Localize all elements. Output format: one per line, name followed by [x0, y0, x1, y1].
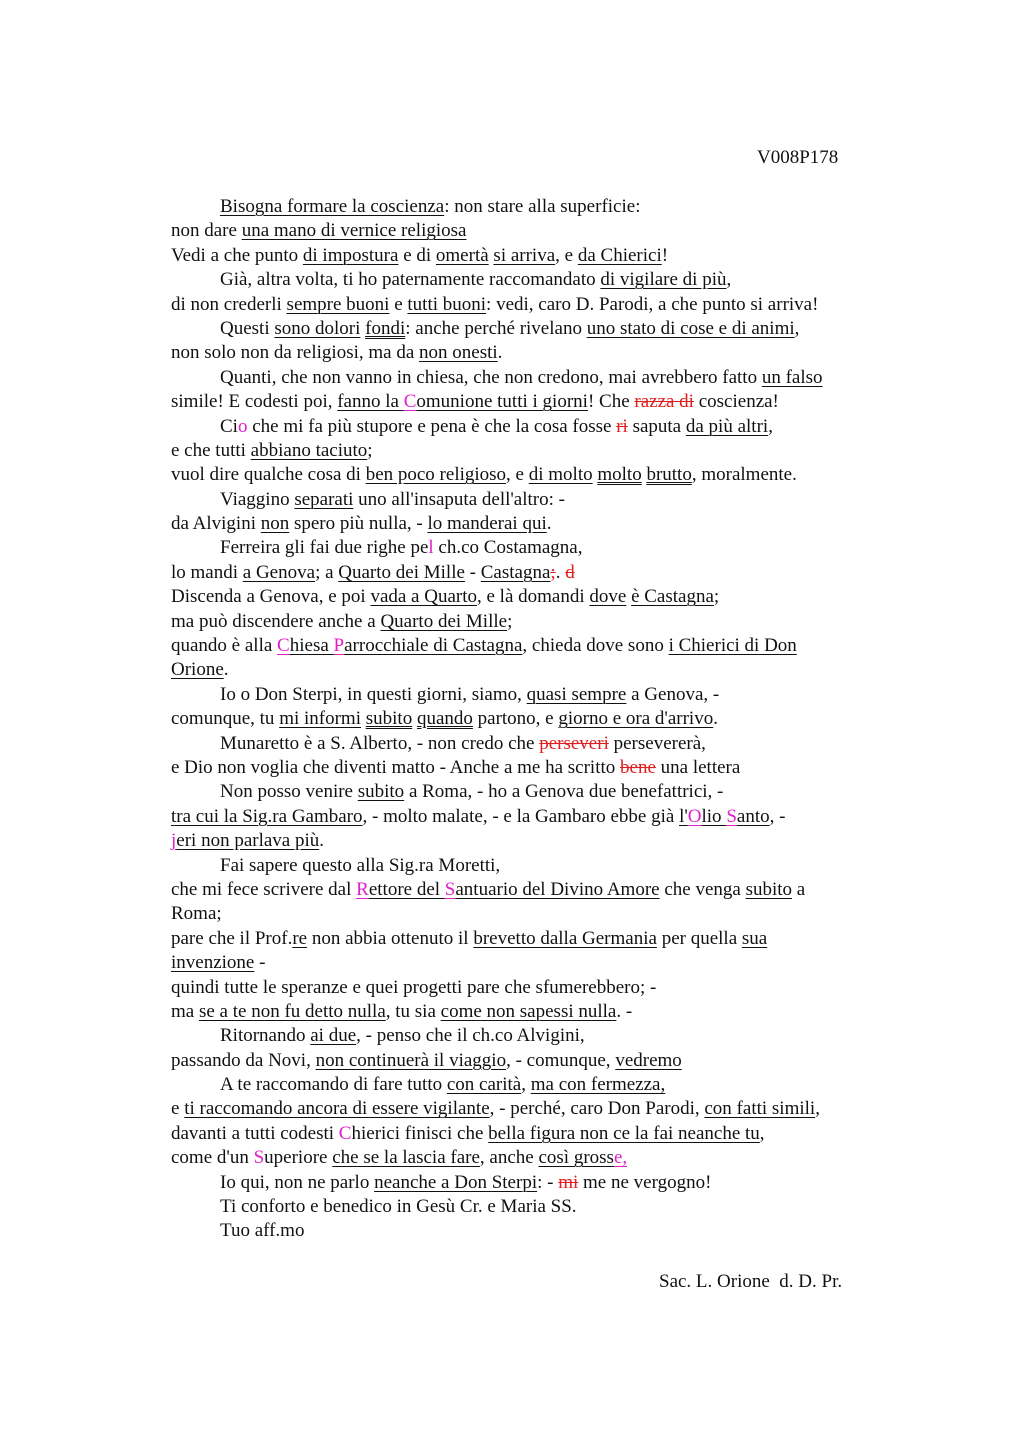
underlined-text: giorno e ora d'arrivo	[558, 708, 714, 730]
underlined-text: si arriva	[493, 244, 556, 266]
underlined-text: sua	[741, 927, 768, 949]
text-run: ;	[507, 610, 513, 632]
text-run: non abbia ottenuto il	[307, 927, 474, 949]
text-run: che mi fece scrivere dal	[171, 878, 357, 900]
text-run: : anche perché rivelano	[405, 317, 587, 339]
underlined-text: lio	[701, 805, 727, 827]
text-run: ,	[815, 1098, 820, 1120]
text-run: , - perché, caro Don Parodi,	[489, 1098, 705, 1120]
letter-line	[171, 1097, 891, 1121]
text-run: , -	[769, 805, 786, 827]
underlined-text: arrocchiale di Castagna	[344, 635, 523, 657]
text-run: a Genova, -	[626, 683, 720, 705]
text-run: Ti conforto e benedico in Gesù Cr. e Maria SS.	[220, 1196, 577, 1218]
text-run: Quanti, che non vanno in chiesa, che non credono, mai avrebbero fatto	[220, 366, 762, 388]
letter-line	[171, 1171, 891, 1195]
text-run: Io o Don Sterpi, in questi giorni, siamo,	[220, 683, 527, 705]
text-run: Già, altra volta, ti ho paternamente raccomandato	[220, 269, 601, 291]
text-run: persevererà,	[608, 732, 706, 754]
letter-line	[171, 244, 891, 268]
text-run: Ritornando	[220, 1025, 311, 1047]
letter-line	[171, 317, 891, 341]
letter-line	[171, 780, 891, 804]
letter-line	[171, 707, 891, 731]
underlined-text: di vigilare di più	[600, 269, 727, 291]
text-run: Io qui, non ne parlo	[220, 1171, 375, 1193]
text-run: ; a	[315, 561, 339, 583]
underlined-text: con carità	[446, 1074, 522, 1096]
underlined-text: Castagna	[480, 561, 551, 583]
underlined-text: neanche a Don Sterpi	[374, 1171, 538, 1193]
letter-line	[171, 1122, 891, 1146]
underlined-correction: R	[356, 878, 369, 900]
text-run: non dare	[171, 220, 242, 242]
underlined-text: Quarto dei Mille	[338, 561, 465, 583]
text-run: e	[171, 1098, 185, 1120]
letter-line	[171, 732, 891, 756]
text-run: saputa	[627, 415, 686, 437]
text-run: hierici finisci che	[351, 1122, 489, 1144]
letter-line	[171, 439, 891, 463]
underlined-text: una mano di vernice religiosa	[241, 220, 467, 242]
letter-line	[171, 805, 891, 829]
text-run: e	[389, 293, 408, 315]
text-run: coscienza!	[693, 391, 779, 413]
underlined-text: non	[260, 513, 290, 535]
text-run: ma può discendere anche a	[171, 610, 381, 632]
letter-line	[171, 1073, 891, 1097]
text-run: comunque, tu	[171, 708, 280, 730]
text-run: a Roma, - ho a Genova due benefattrici, -	[404, 781, 724, 803]
text-run: che mi fa più stupore e pena è che la cosa fosse	[247, 415, 617, 437]
underlined-text: non continuerà il viaggio	[315, 1049, 507, 1071]
deleted-text: d	[565, 561, 575, 583]
text-run: , tu sia	[385, 1000, 441, 1022]
correction-insert: l	[428, 537, 434, 559]
underlined-correction: O	[687, 805, 702, 827]
underlined-text: sono dolori	[274, 317, 361, 339]
text-run: , e là domandi	[477, 586, 590, 608]
text-run: ;	[367, 439, 373, 461]
letter-line	[171, 1146, 891, 1170]
text-run: a	[792, 878, 806, 900]
letter-line	[171, 463, 891, 487]
underlined-text: antuario del Divino Amore	[455, 878, 660, 900]
text-run: ;	[713, 586, 720, 608]
letter-line	[171, 366, 891, 390]
underlined-text: lo manderai qui	[427, 513, 547, 535]
letter-line	[171, 195, 891, 219]
text-run: ! Che	[587, 391, 635, 413]
underlined-text: brevetto dalla Germania	[473, 927, 657, 949]
text-run: e che tutti	[171, 439, 251, 461]
underlined-text: omertà	[435, 244, 489, 266]
underlined-text: da più altri	[685, 415, 769, 437]
underlined-text: tutti buoni	[407, 293, 487, 315]
underlined-text: separati	[294, 488, 354, 510]
text-run: , e	[555, 244, 578, 266]
letter-line	[171, 610, 891, 634]
double-underlined-text: molto	[597, 464, 642, 486]
text-run: uno all'insaputa dell'altro: -	[353, 488, 565, 510]
letter-line	[171, 927, 891, 951]
underlined-text: uno stato di cose e di animi	[586, 317, 795, 339]
double-underlined-text: brutto	[646, 464, 692, 486]
letter-line	[171, 341, 891, 365]
underlined-text: da Chierici	[577, 244, 662, 266]
letter-line	[171, 561, 891, 585]
text-run: Discenda a Genova, e poi	[171, 586, 371, 608]
text-run: Munaretto è a S. Alberto, - non credo che	[220, 732, 540, 754]
letter-line	[171, 390, 891, 414]
underlined-text: un falso	[761, 366, 823, 388]
letter-line	[171, 1219, 891, 1243]
underlined-correction: S	[726, 805, 737, 827]
underlined-text: che se la lascia fare	[332, 1147, 480, 1169]
text-run: Questi	[220, 317, 275, 339]
underlined-text: mi informi	[279, 708, 361, 730]
text-run: -	[464, 561, 481, 583]
text-run: : non stare alla superficie:	[444, 196, 641, 217]
text-run: ,	[794, 317, 800, 339]
text-run: Ci	[220, 415, 238, 437]
underlined-text: così gross	[538, 1147, 614, 1169]
letter-line	[171, 634, 891, 658]
letter-line	[171, 512, 891, 536]
underlined-text: fanno la	[337, 391, 404, 413]
text-run: non solo non da religiosi, ma da	[171, 342, 420, 364]
letter-line	[171, 585, 891, 609]
text-run: vuol dire qualche cosa di	[171, 464, 366, 486]
underlined-text: a Genova	[242, 561, 316, 583]
underlined-text: ettore del	[368, 878, 445, 900]
underlined-text: vada a Quarto	[370, 586, 477, 608]
letter-line	[171, 829, 891, 853]
text-run: .	[223, 659, 229, 681]
text-run: , anche	[479, 1147, 539, 1169]
underlined-text: è Castagna	[631, 586, 714, 608]
underlined-text: vedremo	[615, 1049, 682, 1071]
deleted-text: perseveri	[539, 732, 609, 754]
deleted-text: bene	[620, 756, 656, 778]
text-run: A te raccomando di fare tutto	[220, 1074, 447, 1096]
letter-line	[171, 219, 891, 243]
underlined-correction: C	[277, 635, 290, 657]
text-run: : vedi, caro D. Parodi, a che punto si arriva!	[486, 293, 819, 315]
text-run: : -	[537, 1171, 559, 1193]
underlined-text: sempre buoni	[286, 293, 390, 315]
underlined-text: subito	[745, 878, 793, 900]
underlined-text: Orione	[171, 659, 224, 681]
letter-line	[171, 951, 891, 975]
text-run: lo mandi	[171, 561, 243, 583]
underlined-text: di molto	[528, 464, 593, 486]
text-run: per quella	[656, 927, 742, 949]
letter-line	[171, 1049, 891, 1073]
text-run: , e	[506, 464, 529, 486]
underlined-text: ai due	[310, 1025, 357, 1047]
text-run: pare che il Prof.	[171, 927, 293, 949]
text-run: di non crederli	[171, 293, 287, 315]
letter-line	[171, 415, 891, 439]
text-run: uperiore	[264, 1147, 333, 1169]
letter-line	[171, 658, 891, 682]
text-run: Ferreira gli fai due righe pe	[220, 537, 429, 559]
text-run: !	[661, 244, 669, 266]
signature: Sac. L. Orione d. D. Pr.	[659, 1271, 843, 1292]
text-run: , - penso che il ch.co Alvigini,	[356, 1025, 585, 1047]
text-run: , - molto malate, - e la Gambaro ebbe già	[362, 805, 680, 827]
underlined-text: quasi sempre	[526, 683, 627, 705]
underlined-text: l'	[679, 805, 688, 827]
underlined-text: ti raccomando ancora di essere vigilante	[184, 1098, 490, 1120]
underlined-text: i Chierici di Don	[668, 635, 797, 657]
underlined-text: invenzione	[171, 952, 255, 974]
underlined-text: eri non parlava più	[176, 830, 320, 852]
letter-line	[171, 683, 891, 707]
text-run: Viaggino	[220, 488, 295, 510]
text-run: e di	[398, 244, 436, 266]
deleted-text: mi	[558, 1171, 579, 1193]
text-run: Vedi a che punto	[171, 244, 303, 266]
underlined-correction: e,	[613, 1147, 628, 1169]
text-run: che venga	[659, 878, 746, 900]
underlined-text: hiesa	[289, 635, 334, 657]
letter-line	[171, 488, 891, 512]
underlined-text: omunione tutti i giorni	[416, 391, 588, 413]
letter-line	[171, 976, 891, 1000]
underlined-text: tra cui la Sig.ra Gambaro	[171, 805, 363, 827]
deleted-text: razza di	[634, 391, 694, 413]
text-run: davanti a tutti codesti	[171, 1122, 339, 1144]
double-underlined-text: subito	[365, 708, 413, 730]
text-run: ma	[171, 1000, 199, 1022]
underlined-text: dove	[589, 586, 627, 608]
letter-line	[171, 268, 891, 292]
correction-insert: o	[237, 415, 248, 437]
letter-line	[171, 902, 891, 926]
letter-line	[171, 1024, 891, 1048]
underlined-text: ben poco religioso	[365, 464, 507, 486]
text-run: quindi tutte le speranze e quei progetti pare che sfumerebbero; -	[171, 976, 657, 998]
letter-line	[171, 1195, 891, 1219]
underlined-text: subito	[357, 781, 405, 803]
text-run: Fai sapere questo alla Sig.ra Moretti,	[220, 854, 501, 876]
text-run: Roma;	[171, 903, 222, 925]
text-run: ,	[759, 1122, 765, 1144]
text-run: come d'un	[171, 1147, 254, 1169]
underlined-text: bella figura non ce la fai neanche tu	[488, 1122, 760, 1144]
underlined-correction: P	[333, 635, 345, 657]
double-underlined-text: quando	[416, 708, 473, 730]
text-run: me ne vergogno!	[578, 1171, 712, 1193]
text-run: .	[319, 830, 325, 852]
text-run: .	[555, 561, 566, 583]
correction-insert: C	[338, 1122, 352, 1144]
underlined-text: di impostura	[302, 244, 399, 266]
text-run: Tuo aff.mo	[220, 1220, 305, 1242]
text-run: passando da Novi,	[171, 1049, 316, 1071]
double-underlined-text: fondi	[365, 317, 406, 339]
text-run: -	[254, 952, 266, 974]
text-run: ,	[521, 1074, 531, 1096]
text-run: , chieda dove sono	[522, 635, 669, 657]
page-reference: V008P178	[757, 147, 839, 168]
underlined-text: con fatti simili	[704, 1098, 816, 1120]
letter-line	[171, 536, 891, 560]
letter-line	[171, 1000, 891, 1024]
text-run: .	[497, 342, 503, 364]
text-run: . -	[616, 1000, 633, 1022]
underlined-text: abbiano taciuto	[250, 439, 368, 461]
underlined-correction: j	[171, 830, 177, 852]
text-run: spero più nulla, -	[289, 513, 428, 535]
letter-body	[171, 195, 891, 1244]
underlined-text: Bisogna formare la coscienza	[220, 196, 445, 217]
letter-line	[171, 854, 891, 878]
text-run: Non posso venire	[220, 781, 358, 803]
underlined-text: anto	[736, 805, 770, 827]
underlined-text: re	[292, 927, 308, 949]
text-run: da Alvigini	[171, 513, 261, 535]
text-run: , moralmente.	[691, 464, 797, 486]
underlined-text: ma con fermezza,	[530, 1074, 666, 1096]
text-run: quando è alla	[171, 635, 278, 657]
deleted-text: ri	[616, 415, 628, 437]
correction-insert: S	[253, 1147, 265, 1169]
deleted-text: ;	[550, 561, 556, 583]
underlined-correction: S	[444, 878, 456, 900]
text-run: ,	[726, 269, 732, 291]
letter-line	[171, 756, 891, 780]
text-run: ,	[768, 415, 773, 437]
text-run: simile! E codesti poi,	[171, 391, 338, 413]
underlined-text: se a te non fu detto nulla	[198, 1000, 386, 1022]
text-run: .	[713, 708, 718, 730]
text-run: .	[546, 513, 552, 535]
text-run: una lettera	[655, 756, 741, 778]
text-run: ch.co Costamagna,	[433, 537, 583, 559]
text-run: e Dio non voglia che diventi matto - Anche a me ha scritto	[171, 756, 621, 778]
text-run: partono, e	[472, 708, 559, 730]
underlined-text: non onesti	[419, 342, 498, 364]
underlined-text: Quarto dei Mille	[380, 610, 508, 632]
underlined-correction: C	[403, 391, 417, 413]
letter-line	[171, 293, 891, 317]
letter-line	[171, 878, 891, 902]
text-run: , - comunque,	[506, 1049, 616, 1071]
underlined-text: come non sapessi nulla	[440, 1000, 617, 1022]
